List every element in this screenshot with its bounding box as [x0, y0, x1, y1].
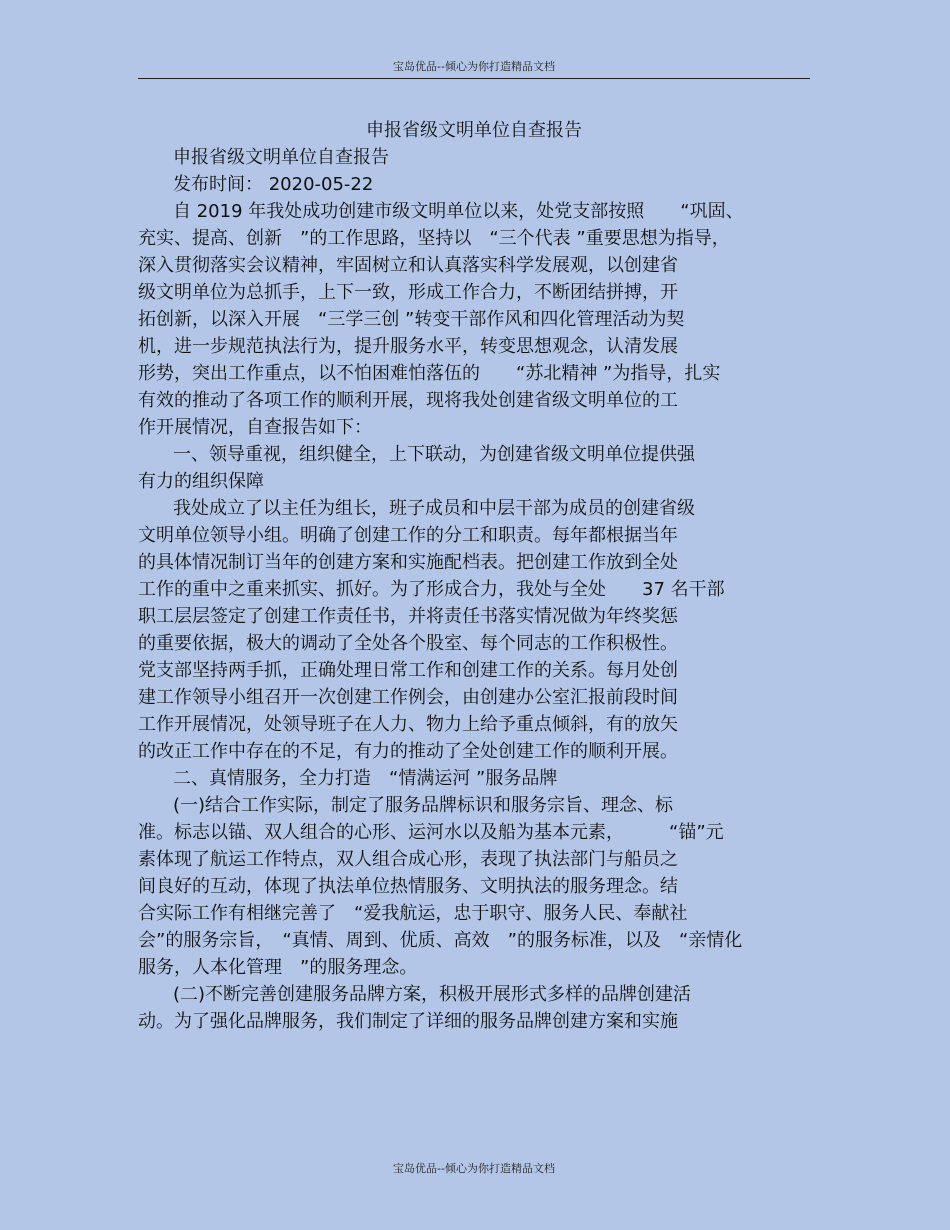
text-line: 动。为了强化品牌服务，我们制定了详细的服务品牌创建方案和实施 [138, 1011, 678, 1032]
text-line: 拓创新，以深入开展 “三学三创 ”转变干部作风和四化管理活动为契 [138, 309, 685, 330]
document-body [138, 144, 818, 1035]
text-line: (一)结合工作实际，制定了服务品牌标识和服务宗旨、理念、标 [173, 795, 674, 816]
text-line: 工作开展情况，处领导班子在人力、物力上给予重点倾斜，有的放矢 [138, 714, 678, 735]
text-line: 形势，突出工作重点，以不怕困难怕落伍的 “苏北精神 ”为指导，扎实 [138, 363, 721, 384]
text-line: 职工层层签定了创建工作责任书，并将责任书落实情况做为年终奖惩 [138, 606, 678, 627]
page-footer: 宝岛优品--倾心为你打造精品文档 [393, 1162, 555, 1175]
text-line: 文明单位领导小组。明确了创建工作的分工和职责。每年都根据当年 [138, 525, 678, 546]
text-line: 间良好的互动，体现了执法单位热情服务、文明执法的服务理念。结 [138, 876, 678, 897]
text-line: 素体现了航运工作特点，双人组合成心形，表现了执法部门与船员之 [138, 849, 678, 870]
text-line: 深入贯彻落实会议精神，牢固树立和认真落实科学发展观，以创建省 [138, 255, 678, 276]
text-line: 会”的服务宗旨， “真情、周到、优质、高效 ”的服务标准，以及 “亲情化 [138, 930, 743, 951]
text-line: 发布时间： 2020-05-22 [173, 174, 374, 195]
text-line: 的改正工作中存在的不足，有力的推动了全处创建工作的顺利开展。 [138, 741, 678, 762]
text-line: 申报省级文明单位自查报告 [173, 147, 389, 168]
text-line: 建工作领导小组召开一次创建工作例会，由创建办公室汇报前段时间 [138, 687, 678, 708]
text-line: 级文明单位为总抓手，上下一致，形成工作合力，不断团结拼搏，开 [138, 282, 678, 303]
text-line: 充实、提高、创新 ”的工作思路，坚持以 “三个代表 ”重要思想为指导， [138, 228, 730, 249]
text-line: 服务，人本化管理 ”的服务理念。 [138, 957, 418, 978]
text-line: 的重要依据，极大的调动了全处各个股室、每个同志的工作积极性。 [138, 633, 678, 654]
text-line: 我处成立了以主任为组长，班子成员和中层干部为成员的创建省级 [173, 498, 695, 519]
text-line: 二、真情服务，全力打造 “情满运河 ”服务品牌 [173, 768, 558, 789]
text-line: 机，进一步规范执法行为，提升服务水平，转变思想观念，认清发展 [138, 336, 678, 357]
text-line: 自 2019 年我处成功创建市级文明单位以来，处党支部按照 “巩固、 [173, 201, 744, 222]
document-title: 申报省级文明单位自查报告 [366, 120, 582, 141]
header-divider [138, 78, 810, 79]
text-line: 合实际工作有相继完善了 “爱我航运，忠于职守、服务人民、奉献社 [138, 903, 688, 924]
text-line: 作开展情况，自查报告如下： [138, 417, 372, 438]
text-line: 工作的重中之重来抓实、抓好。为了形成合力，我处与全处 37 名干部 [138, 579, 725, 600]
text-line: 有力的组织保障 [138, 471, 264, 492]
text-line: 党支部坚持两手抓，正确处理日常工作和创建工作的关系。每月处创 [138, 660, 678, 681]
text-line: (二)不断完善创建服务品牌方案，积极开展形式多样的品牌创建活 [173, 984, 692, 1005]
text-line: 有效的推动了各项工作的顺利开展，现将我处创建省级文明单位的工 [138, 390, 678, 411]
page-header: 宝岛优品--倾心为你打造精品文档 [393, 60, 555, 73]
text-line: 准。标志以锚、双人组合的心形、运河水以及船为基本元素， “锚”元 [138, 822, 724, 843]
text-line: 的具体情况制订当年的创建方案和实施配档表。把创建工作放到全处 [138, 552, 678, 573]
text-line: 一、领导重视，组织健全，上下联动，为创建省级文明单位提供强 [173, 444, 695, 465]
